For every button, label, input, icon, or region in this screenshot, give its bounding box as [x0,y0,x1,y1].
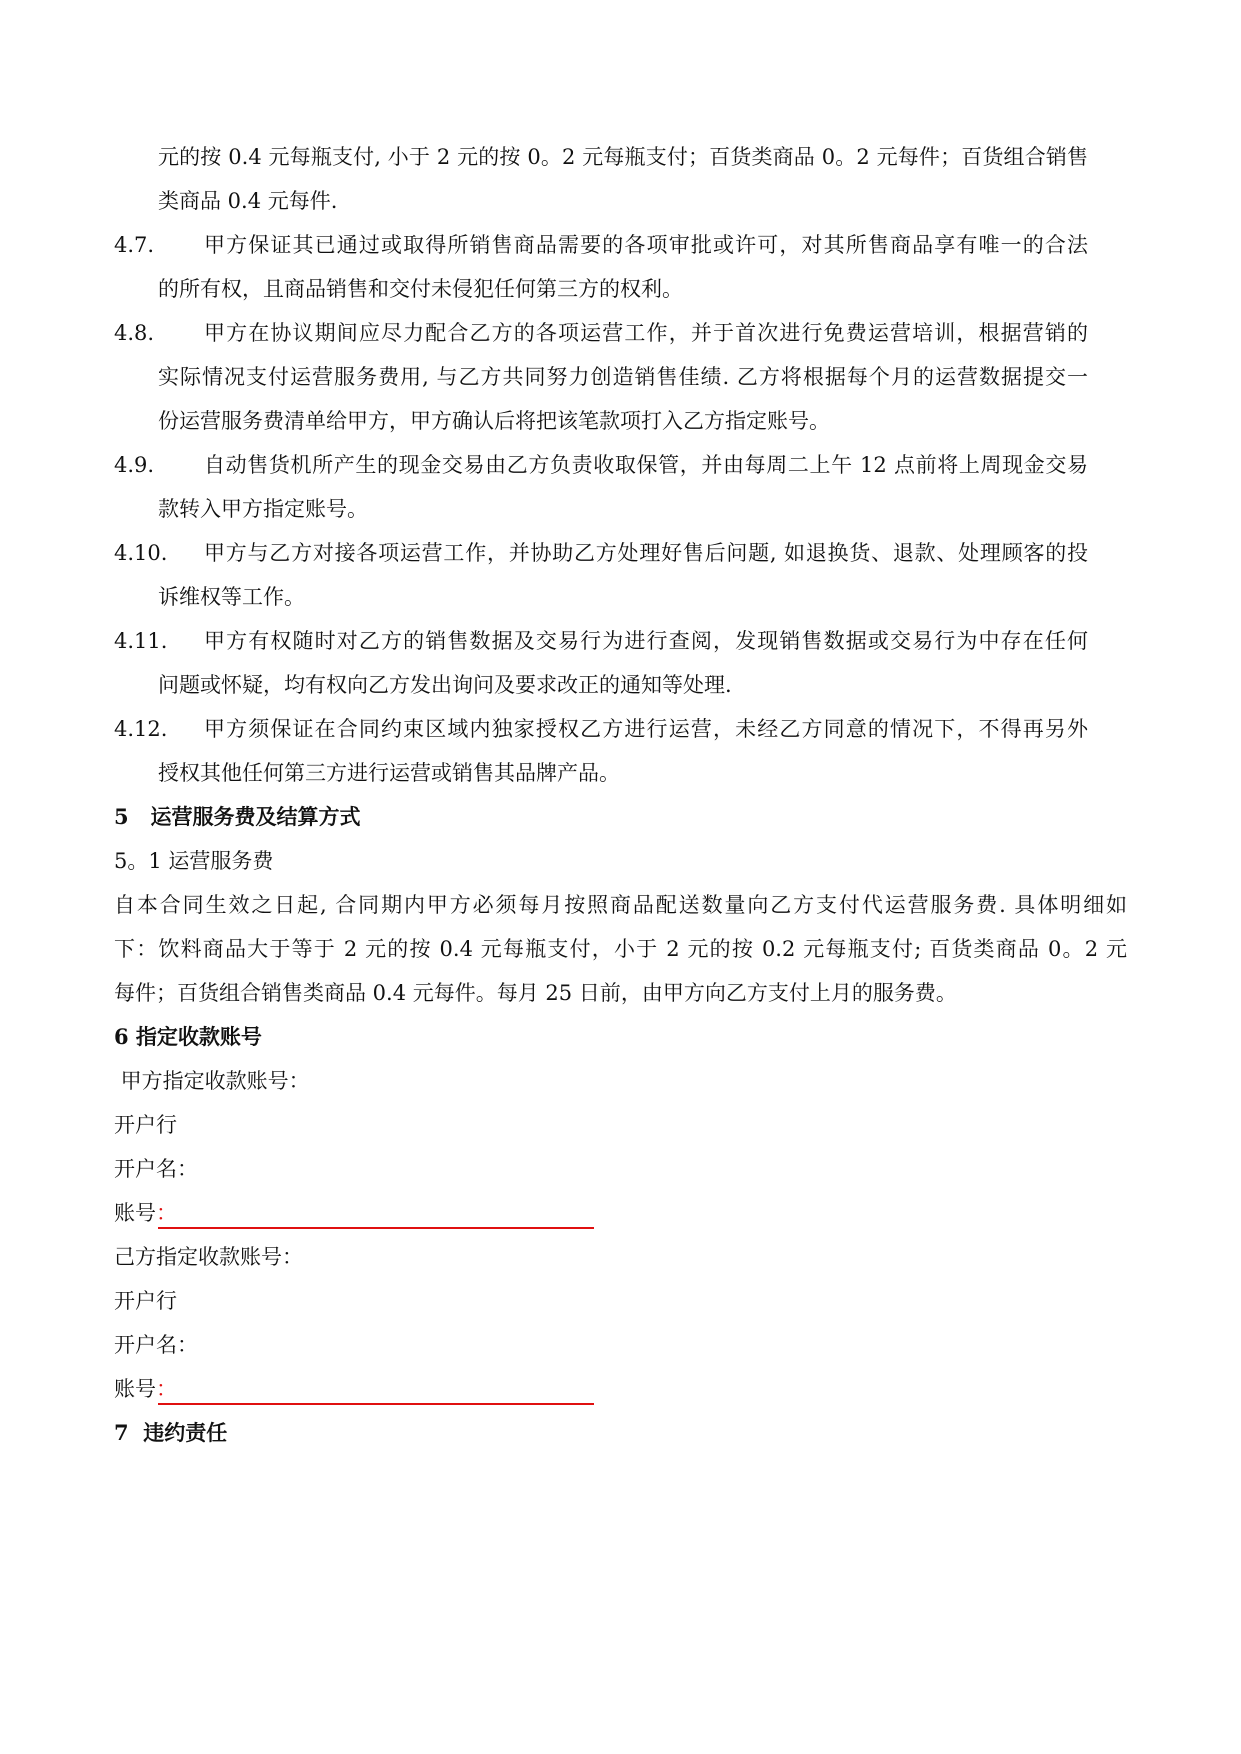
account-title: 甲方指定收款账号： [114,1069,310,1093]
section-5-1-heading [0,841,1241,881]
paragraph-line [0,577,1241,617]
account-name-label: 开户名： [114,1157,198,1181]
clause-number: 4.10. [114,541,168,565]
fee-text: 自本合同生效之日起, 合同期内甲方必须每月按照商品配送数量向乙方支付代运营服务费. 具体明细如 [114,893,1127,917]
account-underline [158,1403,594,1405]
bank-label: 开户行 [114,1113,177,1137]
paragraph-line [0,885,1241,925]
fee-text: 下：饮料商品大于等于 2 元的按 0.4 元每瓶支付，小于 2 元的按 0.2 元每瓶支付; 百货类商品 0。2 元 [114,937,1127,961]
account-title: 己方指定收款账号： [114,1245,303,1269]
party-b-name [0,1325,1241,1365]
account-label: 账号 [114,1201,156,1225]
clause-text: 甲方与乙方对接各项运营工作，并协助乙方处理好售后问题, 如退换货、退款、处理顾客的投 [204,541,1088,565]
fee-text: 每件；百货组合销售类商品 0.4 元每件。每月 25 日前，由甲方向乙方支付上月的服务费。 [114,981,957,1005]
clause-text: 甲方须保证在合同约束区域内独家授权乙方进行运营，未经乙方同意的情况下，不得再另外 [204,717,1088,741]
clause-text: 的所有权，且商品销售和交付未侵犯任何第三方的权利。 [158,277,683,301]
clause-number: 4.12. [114,717,168,741]
account-colon: ： [156,1201,177,1225]
paragraph-line [0,929,1241,969]
party-a-account [0,1193,1241,1233]
continuation-line-2: 类商品 0.4 元每件. [158,189,338,213]
clause-4-9 [0,445,1241,485]
paragraph-line [0,137,1241,177]
paragraph-line [0,973,1241,1013]
section-heading: 5 运营服务费及结算方式 [114,804,361,829]
clause-4-12 [0,709,1241,749]
bank-label: 开户行 [114,1289,177,1313]
party-b-title [0,1237,1241,1277]
clause-number: 4.7. [114,233,155,257]
clause-text: 甲方保证其已通过或取得所销售商品需要的各项审批或许可，对其所售商品享有唯一的合法 [204,233,1088,257]
account-colon: ： [156,1377,177,1401]
party-a-bank [0,1105,1241,1145]
paragraph-line [0,357,1241,397]
section-6-heading [0,1017,1241,1057]
clause-text: 授权其他任何第三方进行运营或销售其品牌产品。 [158,761,620,785]
clause-4-7 [0,225,1241,265]
section-heading: 7 违约责任 [114,1420,228,1445]
party-b-account [0,1369,1241,1409]
section-5-heading [0,797,1241,837]
clause-4-10 [0,533,1241,573]
clause-number: 4.8. [114,321,155,345]
account-name-label: 开户名： [114,1333,198,1357]
clause-4-11 [0,621,1241,661]
clause-text: 款转入甲方指定账号。 [158,497,368,521]
paragraph-line [0,489,1241,529]
clause-text: 自动售货机所产生的现金交易由乙方负责收取保管，并由每周二上午 12 点前将上周现金交易 [204,453,1088,477]
clause-number: 4.9. [114,453,155,477]
clause-text: 问题或怀疑，均有权向乙方发出询问及要求改正的通知等处理. [158,673,732,697]
paragraph-line [0,269,1241,309]
party-a-name [0,1149,1241,1189]
clause-text: 实际情况支付运营服务费用, 与乙方共同努力创造销售佳绩. 乙方将根据每个月的运营数据提交一 [158,365,1088,389]
clause-text: 份运营服务费清单给甲方，甲方确认后将把该笔款项打入乙方指定账号。 [158,409,830,433]
paragraph-line [0,665,1241,705]
paragraph-line [0,401,1241,441]
section-7-heading [0,1413,1241,1453]
paragraph-line [0,753,1241,793]
clause-4-8 [0,313,1241,353]
continuation-line-1: 元的按 0.4 元每瓶支付, 小于 2 元的按 0。2 元每瓶支付；百货类商品 0。2 元每件；百货组合销售 [158,145,1088,169]
party-b-bank [0,1281,1241,1321]
account-label: 账号 [114,1377,156,1401]
clause-text: 甲方有权随时对乙方的销售数据及交易行为进行查阅，发现销售数据或交易行为中存在任何 [204,629,1088,653]
paragraph-line [0,181,1241,221]
clause-text: 诉维权等工作。 [158,585,305,609]
clause-number: 4.11. [114,629,168,653]
subsection-heading: 5。1 运营服务费 [114,849,274,873]
account-underline [158,1227,594,1229]
party-a-title [0,1061,1241,1101]
clause-text: 甲方在协议期间应尽力配合乙方的各项运营工作，并于首次进行免费运营培训，根据营销的 [204,321,1088,345]
section-heading: 6 指定收款账号 [114,1024,262,1049]
